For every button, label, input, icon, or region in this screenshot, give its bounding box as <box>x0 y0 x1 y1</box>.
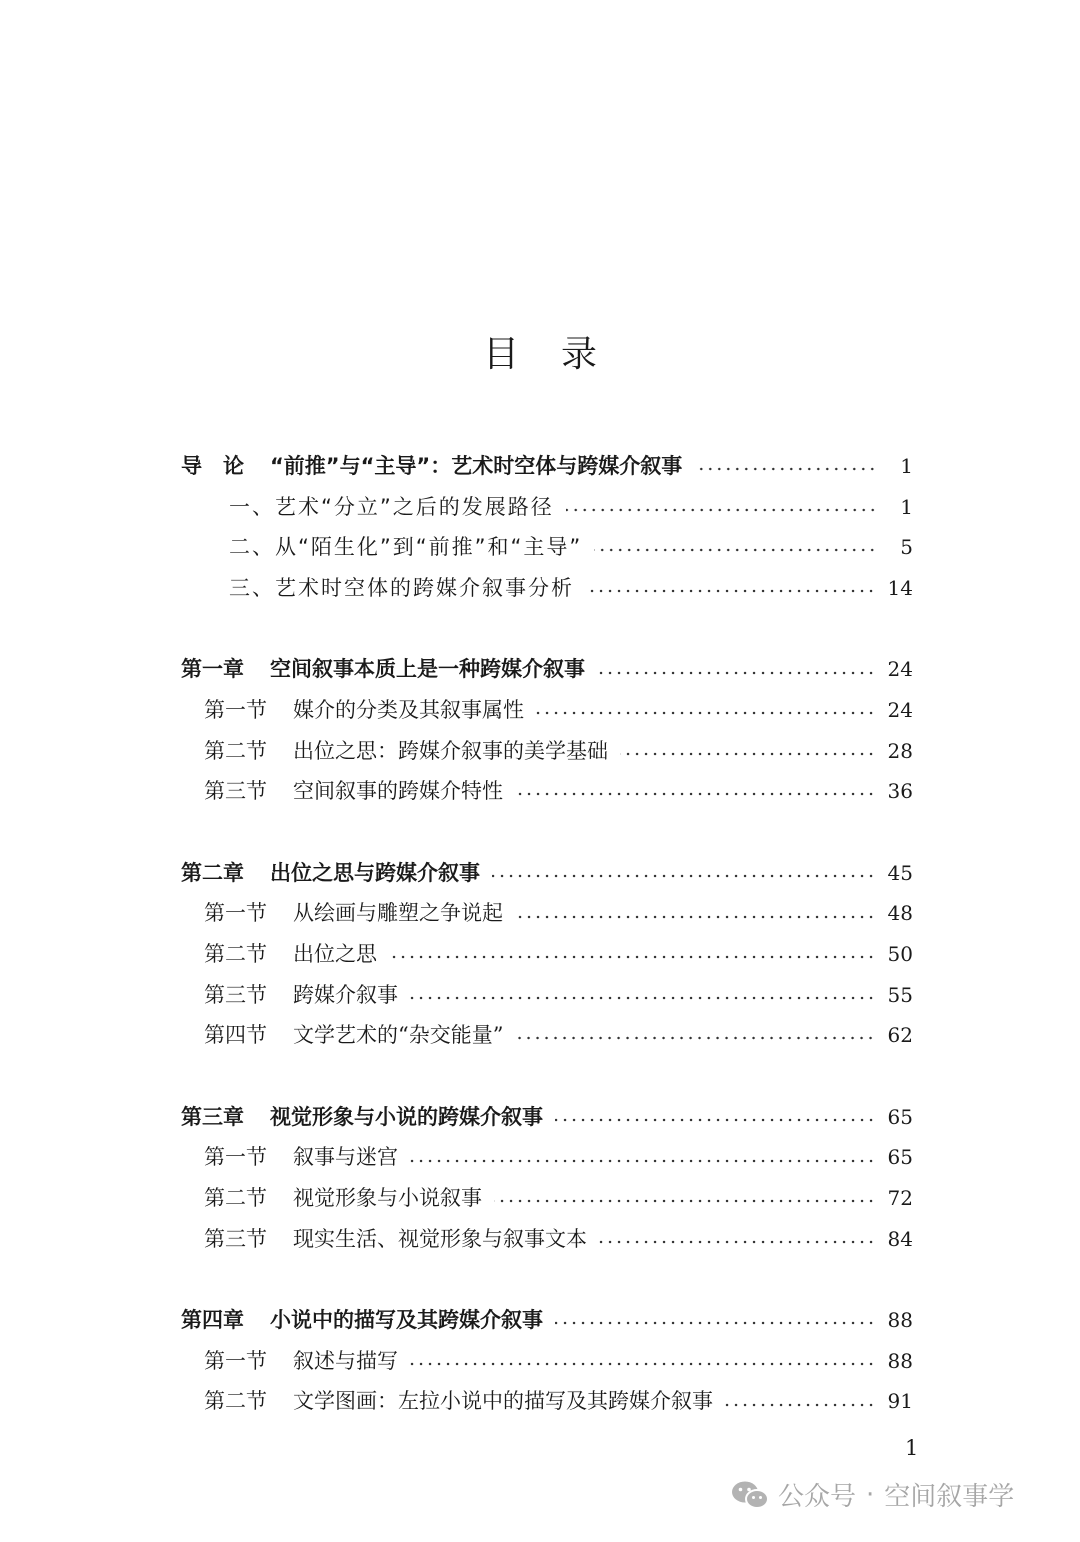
toc-section-row[interactable] <box>181 934 913 975</box>
toc-entry-title: 叙事与迷宫 <box>293 1145 398 1170</box>
toc-chapter-row[interactable] <box>181 1300 913 1341</box>
dot-leader <box>494 1199 876 1203</box>
wechat-icon <box>730 1479 770 1511</box>
toc-entry-label: 第二节 <box>204 1389 267 1414</box>
watermark-separator: · <box>866 1479 875 1510</box>
toc-section-row[interactable] <box>181 731 913 772</box>
toc-section-row[interactable] <box>181 527 913 568</box>
toc-entry-title: 出位之思：跨媒介叙事的美学基础 <box>293 738 608 763</box>
toc-page-number: 72 <box>887 1185 913 1210</box>
toc-section-row[interactable] <box>181 1137 913 1178</box>
toc-entry-title: 空间叙事本质上是一种跨媒介叙事 <box>270 657 585 682</box>
toc-page-number: 36 <box>887 779 913 804</box>
toc-page-number: 50 <box>887 941 913 966</box>
dot-leader <box>555 1118 876 1122</box>
toc-page-number: 62 <box>887 1023 913 1048</box>
toc-entry-title: 从绘画与雕塑之争说起 <box>293 901 503 926</box>
dot-leader <box>410 996 876 1000</box>
toc-entry-title: 视觉形象与小说叙事 <box>293 1185 482 1210</box>
toc-section-row[interactable] <box>181 1178 913 1219</box>
toc-entry-title: 二、从“陌生化”到“前推”和“主导” <box>229 535 583 560</box>
dot-leader <box>536 711 876 715</box>
toc-entry-title: 一、艺术“分立”之后的发展路径 <box>229 494 554 519</box>
toc-page-number: 5 <box>900 535 913 560</box>
toc-page-number: 88 <box>887 1308 913 1333</box>
toc-entry-title: “前推”与“主导”：艺术时空体与跨媒介叙事 <box>270 454 683 478</box>
toc-entry-label: 第二节 <box>204 1185 267 1210</box>
toc-page-number: 24 <box>887 657 913 682</box>
dot-leader <box>410 1362 876 1366</box>
dot-leader <box>566 508 877 512</box>
table-of-contents <box>181 446 913 1422</box>
toc-section-row[interactable] <box>181 568 913 609</box>
toc-page-number: 65 <box>887 1145 913 1170</box>
toc-entry-label: 第二节 <box>204 941 267 966</box>
toc-entry-label: 第三节 <box>204 779 267 804</box>
toc-section-row[interactable] <box>181 893 913 934</box>
dot-leader <box>599 1240 876 1244</box>
watermark-prefix: 公众号 <box>778 1482 857 1512</box>
footer-page-number: 1 <box>905 1436 919 1460</box>
dot-leader <box>620 752 876 756</box>
toc-entry-label: 第一章 <box>181 657 244 682</box>
dot-leader <box>586 589 876 593</box>
toc-page-number: 88 <box>887 1348 913 1373</box>
toc-page-number: 55 <box>887 982 913 1007</box>
toc-entry-label: 第二章 <box>181 860 244 885</box>
toc-entry-label: 第三节 <box>204 982 267 1007</box>
dot-leader <box>492 874 876 878</box>
toc-entry-label: 第四章 <box>181 1308 244 1333</box>
toc-page-number: 65 <box>887 1104 913 1129</box>
toc-section-row[interactable] <box>181 771 913 812</box>
toc-group-gap <box>181 608 913 649</box>
toc-entry-title: 出位之思与跨媒介叙事 <box>270 860 480 885</box>
toc-entry-title: 空间叙事的跨媒介特性 <box>293 779 503 804</box>
toc-entry-title: 现实生活、视觉形象与叙事文本 <box>293 1226 587 1251</box>
dot-leader <box>515 915 876 919</box>
toc-entry-label: 导 论 <box>181 454 244 478</box>
dot-leader <box>515 792 876 796</box>
toc-entry-title: 出位之思 <box>293 941 377 966</box>
toc-page-number: 14 <box>887 575 913 600</box>
toc-entry-label: 第四节 <box>204 1023 267 1048</box>
dot-leader <box>410 1159 876 1163</box>
toc-section-row[interactable] <box>181 1341 913 1382</box>
toc-entry-label: 第一节 <box>204 1145 267 1170</box>
toc-page-number: 45 <box>887 860 913 885</box>
toc-entry-title: 跨媒介叙事 <box>293 982 398 1007</box>
toc-section-row[interactable] <box>181 1015 913 1056</box>
toc-chapter-row[interactable] <box>181 853 913 894</box>
dot-leader <box>725 1403 876 1407</box>
dot-leader <box>389 955 876 959</box>
toc-section-row[interactable] <box>181 1381 913 1422</box>
toc-chapter-row[interactable] <box>181 446 913 487</box>
toc-group-gap <box>181 1259 913 1300</box>
toc-page-number: 24 <box>887 697 913 722</box>
toc-entry-label: 第三节 <box>204 1226 267 1251</box>
toc-section-row[interactable] <box>181 690 913 731</box>
toc-entry-title: 视觉形象与小说的跨媒介叙事 <box>270 1104 543 1129</box>
toc-group-gap <box>181 812 913 853</box>
dot-leader <box>515 1036 875 1040</box>
toc-entry-title: 媒介的分类及其叙事属性 <box>293 697 524 722</box>
toc-section-row[interactable] <box>181 487 913 528</box>
toc-page-number: 84 <box>887 1226 913 1251</box>
toc-entry-title: 叙述与描写 <box>293 1348 398 1373</box>
toc-section-row[interactable] <box>181 1219 913 1260</box>
page-title <box>0 326 1080 377</box>
toc-entry-label: 第一节 <box>204 1348 267 1373</box>
toc-entry-label: 第二节 <box>204 738 267 763</box>
toc-entry-title: 文学艺术的“杂交能量” <box>293 1023 504 1048</box>
watermark <box>730 1476 1014 1513</box>
dot-leader <box>694 467 877 471</box>
toc-entry-label: 第一节 <box>204 697 267 722</box>
dot-leader <box>597 671 876 675</box>
toc-group-gap <box>181 1056 913 1097</box>
title-char-1: 目 <box>482 334 519 375</box>
toc-page-number: 91 <box>887 1389 913 1414</box>
toc-chapter-row[interactable] <box>181 1097 913 1138</box>
title-char-2: 录 <box>561 334 598 375</box>
toc-section-row[interactable] <box>181 975 913 1016</box>
toc-entry-title: 三、艺术时空体的跨媒介叙事分析 <box>229 575 574 600</box>
watermark-name: 空间叙事学 <box>884 1482 1015 1512</box>
toc-entry-title: 小说中的描写及其跨媒介叙事 <box>270 1308 543 1333</box>
toc-page-number: 1 <box>900 454 913 478</box>
toc-page-number: 28 <box>887 738 913 763</box>
toc-entry-label: 第三章 <box>181 1104 244 1129</box>
dot-leader <box>555 1321 876 1325</box>
toc-entry-label: 第一节 <box>204 901 267 926</box>
toc-entry-title: 文学图画：左拉小说中的描写及其跨媒介叙事 <box>293 1389 713 1414</box>
dot-leader <box>594 548 877 552</box>
toc-chapter-row[interactable] <box>181 649 913 690</box>
toc-page-number: 1 <box>900 494 913 519</box>
toc-page-number: 48 <box>887 901 913 926</box>
